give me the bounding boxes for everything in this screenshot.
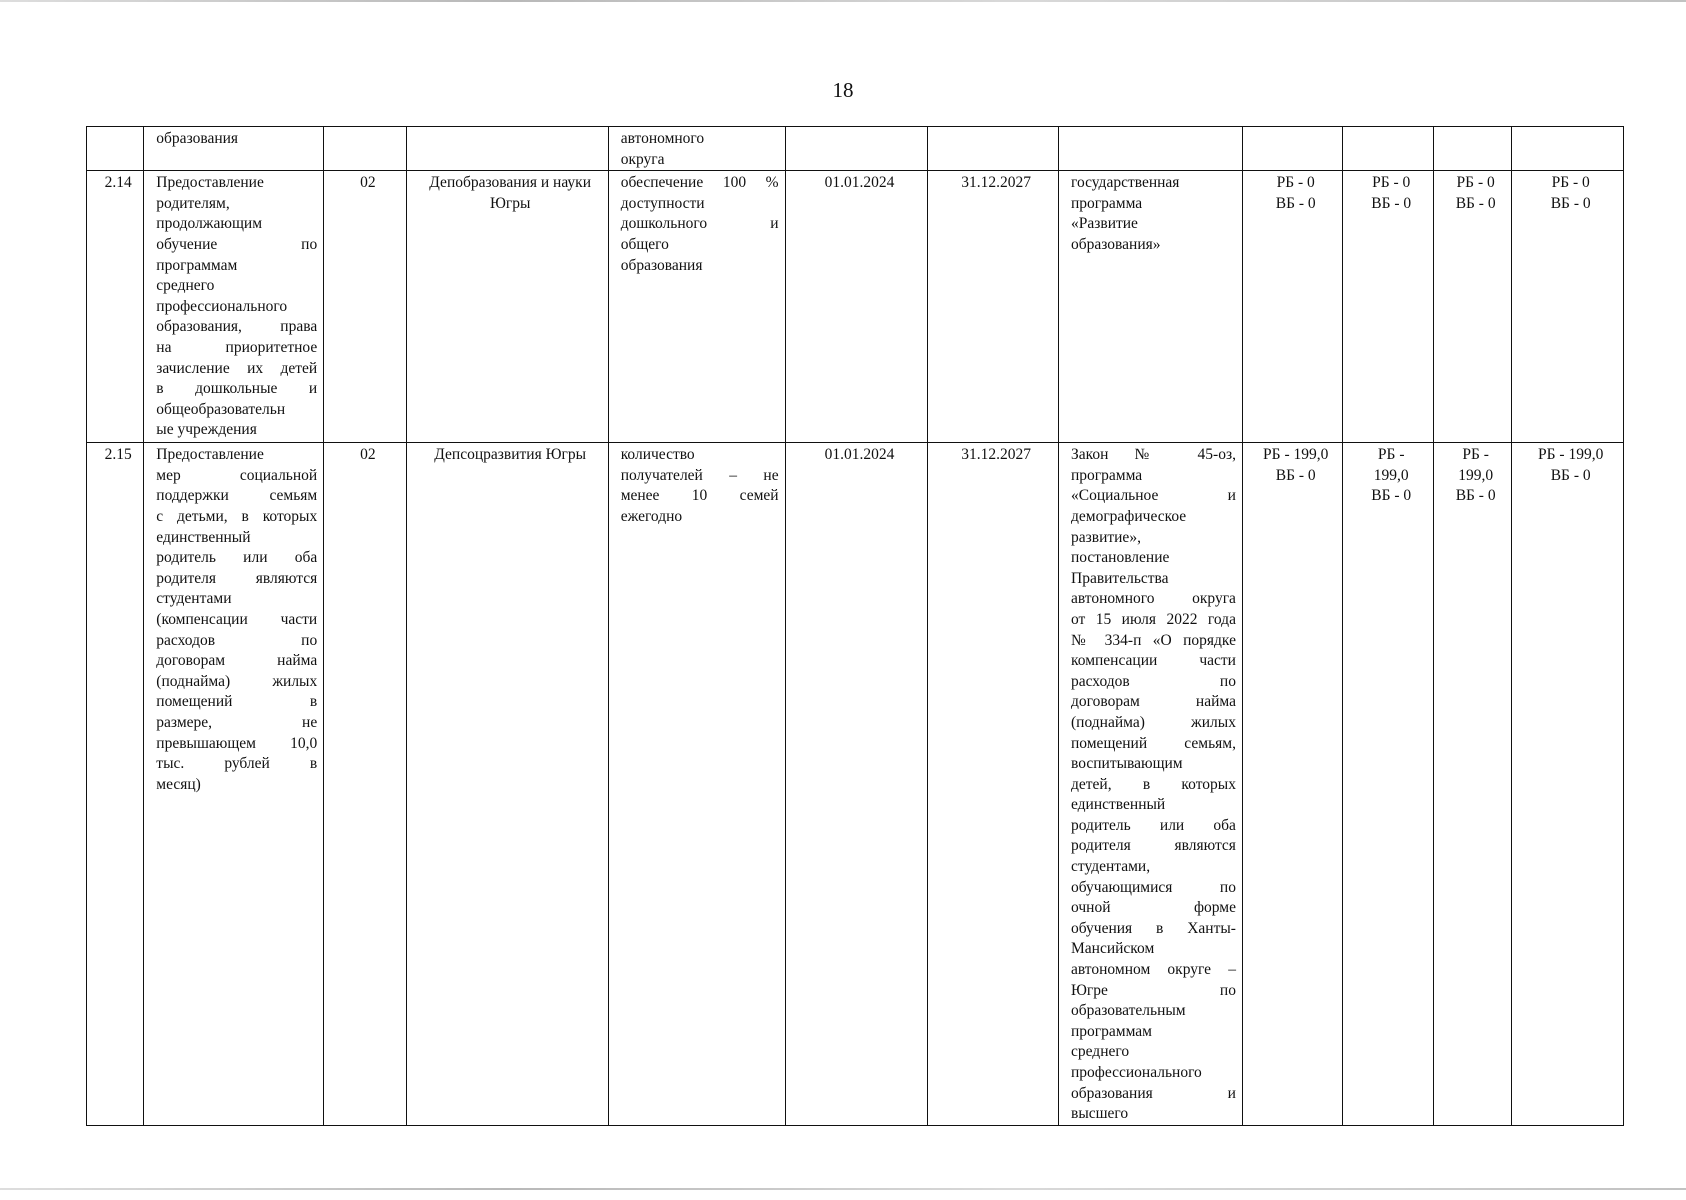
funding-line: РБ - 0 <box>1276 174 1315 192</box>
funding-line: ВБ - 0 <box>1455 487 1496 505</box>
text-line: поддержки семьям <box>156 487 318 505</box>
funding-line: РБ - 199,0 <box>1538 446 1604 464</box>
text-line: договорам найма <box>156 652 318 670</box>
text-line: образования» <box>1071 235 1161 253</box>
cell-basis <box>1059 127 1243 171</box>
scan-edge-top <box>0 0 1686 2</box>
cell-fin-2025 <box>1343 443 1433 1126</box>
text-line: Предоставление <box>156 446 264 464</box>
text-line: программам <box>156 256 238 274</box>
text-line: ежегодно <box>620 507 683 525</box>
text-line: образования, права <box>156 318 318 336</box>
text-line: от 15 июля 2022 года <box>1071 610 1236 628</box>
cell-start-date: 01.01.2024 <box>785 171 928 443</box>
text-line: обучения в Ханты- <box>1071 919 1236 937</box>
text-line: превышающем 10,0 <box>156 734 318 752</box>
text-line: тыс. рублей в <box>156 755 318 773</box>
text-line: общеобразовательн <box>156 400 286 418</box>
cell-end-date: 31.12.2027 <box>928 171 1059 443</box>
text-line: в дошкольные и <box>156 380 318 398</box>
text-line: получателей – не <box>620 466 779 484</box>
text-line: обучающимися по <box>1071 878 1236 896</box>
text-line: родителям, <box>156 194 230 212</box>
text-line: образования <box>620 256 703 274</box>
text-line: месяц) <box>156 775 201 793</box>
funding-line: 199,0 <box>1373 466 1409 484</box>
cell-fin-2026 <box>1433 127 1511 171</box>
text-line: продолжающим <box>156 215 263 233</box>
cell-executor: Депобразования и науки Югры <box>406 171 608 443</box>
text-line: Правительства <box>1071 569 1169 587</box>
text-line: образования и <box>1071 1084 1236 1102</box>
text-line: единственный <box>1071 796 1166 814</box>
cell-indicator <box>608 127 785 171</box>
cell-fin-2024 <box>1242 171 1343 443</box>
funding-line: РБ - 0 <box>1456 174 1495 192</box>
cell-executor: Депсоцразвития Югры <box>406 443 608 1126</box>
cell-fin-2024 <box>1242 443 1343 1126</box>
funding-line: ВБ - 0 <box>1550 466 1591 484</box>
text-line: постановление <box>1071 549 1170 567</box>
text-line: помещений в <box>156 693 318 711</box>
text-line: автономном округе – <box>1071 961 1236 979</box>
funding-line: РБ - 0 <box>1551 174 1590 192</box>
cell-fin-2026 <box>1433 443 1511 1126</box>
cell-fin-2026 <box>1433 171 1511 443</box>
cell-num: 2.15 <box>87 443 144 1126</box>
cell-indicator <box>608 171 785 443</box>
funding-line: ВБ - 0 <box>1455 194 1496 212</box>
funding-line: 199,0 <box>1458 466 1494 484</box>
cell-indicator <box>608 443 785 1126</box>
text-line: программа <box>1071 466 1143 484</box>
text-line: среднего <box>1071 1043 1130 1061</box>
text-line: количество <box>620 446 695 464</box>
funding-line: РБ - 0 <box>1372 174 1411 192</box>
cell-num: 2.14 <box>87 171 144 443</box>
text-line: помещений семьям, <box>1071 734 1236 752</box>
funding-line: ВБ - 0 <box>1371 194 1412 212</box>
text-line: демографическое <box>1071 507 1187 525</box>
text-line: образовательным <box>1071 1002 1186 1020</box>
cell-num <box>87 127 144 171</box>
indicator-line: округа <box>620 150 665 168</box>
cell-fin-2027 <box>1512 443 1624 1126</box>
indicator-line: автономного <box>620 130 705 147</box>
text-line: детей, в которых <box>1071 775 1236 793</box>
text-line: компенсации части <box>1071 652 1236 670</box>
cell-executor-code <box>324 127 406 171</box>
text-line: Мансийском <box>1071 940 1155 958</box>
text-line: Югре по <box>1071 981 1236 999</box>
text-line: доступности <box>620 194 705 212</box>
text-line: на приоритетное <box>156 338 318 356</box>
text-line: (поднайма) жилых <box>156 672 318 690</box>
text-line: среднего <box>156 277 215 295</box>
funding-line: РБ - <box>1377 446 1405 464</box>
text-line: (поднайма) жилых <box>1071 713 1236 731</box>
cell-name <box>144 443 324 1126</box>
text-line: № 334-п «О порядке <box>1071 631 1236 649</box>
funding-line: ВБ - 0 <box>1275 466 1316 484</box>
text-line: дошкольного и <box>620 215 779 233</box>
text-line: единственный <box>156 528 251 546</box>
cell-start-date <box>785 127 928 171</box>
text-line: профессионального <box>156 297 288 315</box>
scan-edge-bottom <box>0 1188 1686 1190</box>
text-line: «Развитие <box>1071 215 1138 233</box>
text-line: с детьми, в которых <box>156 507 318 525</box>
cell-end-date: 31.12.2027 <box>928 443 1059 1126</box>
text-line: расходов по <box>156 631 318 649</box>
text-line: размере, не <box>156 713 318 731</box>
text-line: высшего <box>1071 1105 1129 1123</box>
text-line: очной форме <box>1071 899 1236 917</box>
funding-line: ВБ - 0 <box>1275 194 1316 212</box>
funding-line: ВБ - 0 <box>1371 487 1412 505</box>
table-row <box>87 443 1624 1126</box>
text-line: Предоставление <box>156 174 264 192</box>
cell-fin-2027 <box>1512 171 1624 443</box>
text-line: программа <box>1071 194 1143 212</box>
text-line: воспитывающим <box>1071 755 1183 773</box>
text-line: государственная <box>1071 174 1180 192</box>
text-line: родителя являются <box>156 569 318 587</box>
funding-line: РБ - 199,0 <box>1263 446 1329 464</box>
text-line: Закон № 45-оз, <box>1071 446 1236 464</box>
text-line: обучение по <box>156 235 318 253</box>
text-line: родителя являются <box>1071 837 1236 855</box>
table-row-continuation <box>87 127 1624 171</box>
cell-fin-2027 <box>1512 127 1624 171</box>
cell-basis <box>1059 443 1243 1126</box>
cell-executor-code: 02 <box>324 171 406 443</box>
text-line: студентами, <box>1071 858 1151 876</box>
text-line: ые учреждения <box>156 421 257 439</box>
cell-executor <box>406 127 608 171</box>
text-line: менее 10 семей <box>620 487 779 505</box>
measures-table <box>86 126 1624 1126</box>
cell-fin-2025 <box>1343 171 1433 443</box>
text-line: автономного округа <box>1071 590 1236 608</box>
text-line: родитель или оба <box>1071 816 1236 834</box>
table-row <box>87 171 1624 443</box>
funding-line: ВБ - 0 <box>1550 194 1591 212</box>
text-line: профессионального <box>1071 1064 1202 1081</box>
text-line: мер социальной <box>156 466 318 484</box>
cell-start-date: 01.01.2024 <box>785 443 928 1126</box>
text-line: расходов по <box>1071 672 1236 690</box>
text-line: договорам найма <box>1071 693 1236 711</box>
text-line: программам <box>1071 1022 1152 1040</box>
cell-name: образования <box>144 127 324 171</box>
funding-line: РБ - <box>1462 446 1489 464</box>
cell-basis <box>1059 171 1243 443</box>
cell-fin-2025 <box>1343 127 1433 171</box>
page-number: 18 <box>832 78 854 102</box>
text-line: «Социальное и <box>1071 487 1236 505</box>
text-line: родитель или оба <box>156 549 318 567</box>
cell-fin-2024 <box>1242 127 1343 171</box>
text-line: обеспечение 100 % <box>620 174 779 192</box>
text-line: развитие», <box>1071 528 1141 546</box>
text-line: студентами <box>156 590 232 608</box>
text-line: общего <box>620 235 669 253</box>
text-line: (компенсации части <box>156 610 318 628</box>
text-line: зачисление их детей <box>156 359 318 377</box>
cell-executor-code: 02 <box>324 443 406 1126</box>
cell-name <box>144 171 324 443</box>
cell-end-date <box>928 127 1059 171</box>
